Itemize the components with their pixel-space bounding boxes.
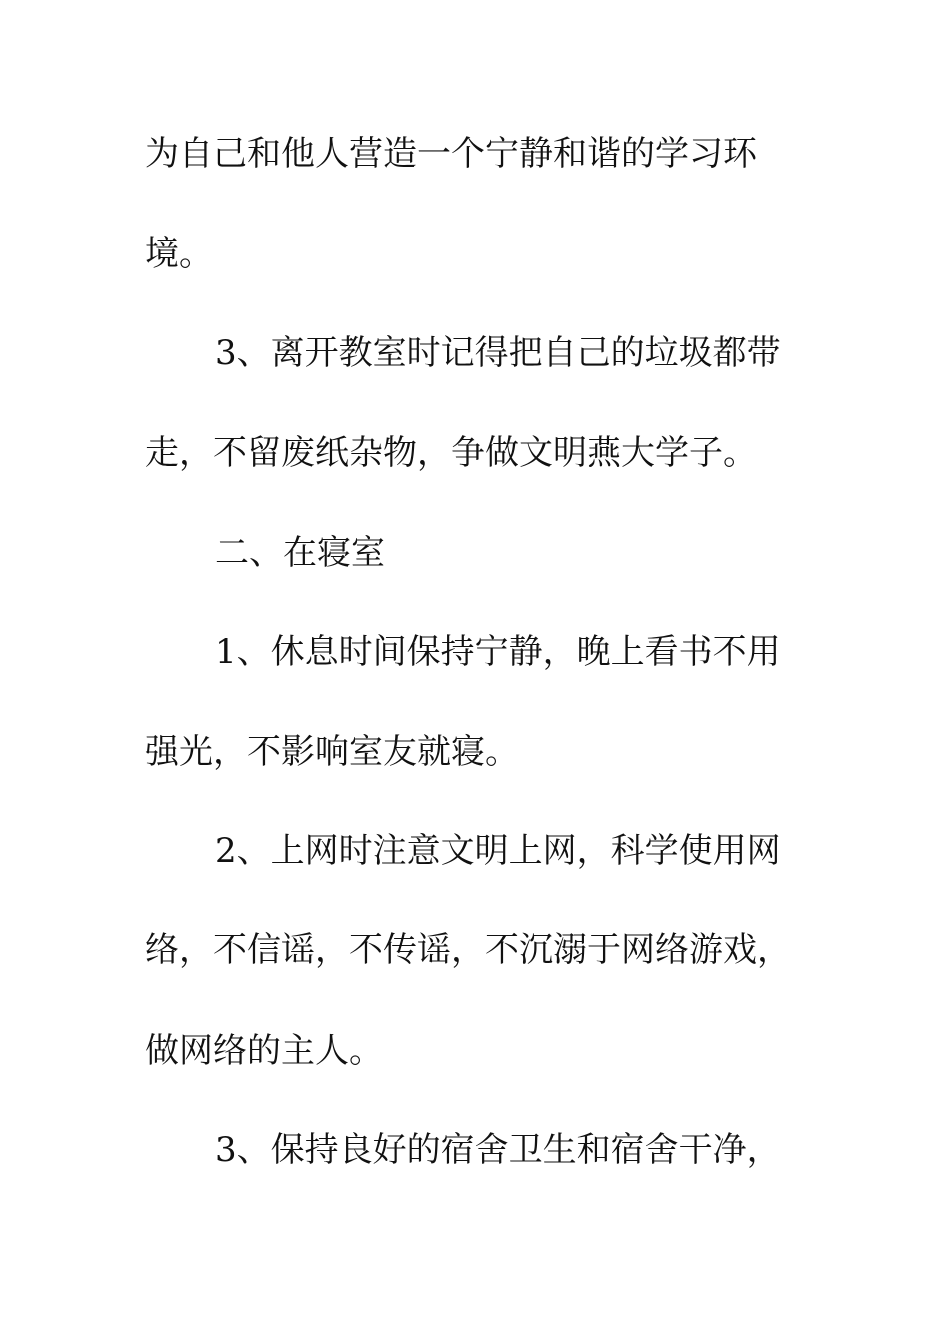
text-line: 走，不留废纸杂物，争做文明燕大学子。 — [145, 433, 757, 473]
text-line: 3、保持良好的宿舍卫生和宿舍干净， — [215, 1130, 781, 1170]
text-line: 络，不信谣，不传谣，不沉溺于网络游戏， — [145, 930, 791, 970]
text-line: 1、休息时间保持宁静，晚上看书不用 — [215, 632, 781, 672]
text-line: 境。 — [145, 234, 213, 274]
section-heading: 二、在寝室 — [215, 533, 385, 573]
text-line: 2、上网时注意文明上网，科学使用网 — [215, 831, 781, 871]
text-line: 为自己和他人营造一个宁静和谐的学习环 — [145, 134, 757, 174]
text-line: 做网络的主人。 — [145, 1031, 383, 1071]
text-line: 3、离开教室时记得把自己的垃圾都带 — [215, 333, 781, 373]
text-line: 强光，不影响室友就寝。 — [145, 732, 519, 772]
